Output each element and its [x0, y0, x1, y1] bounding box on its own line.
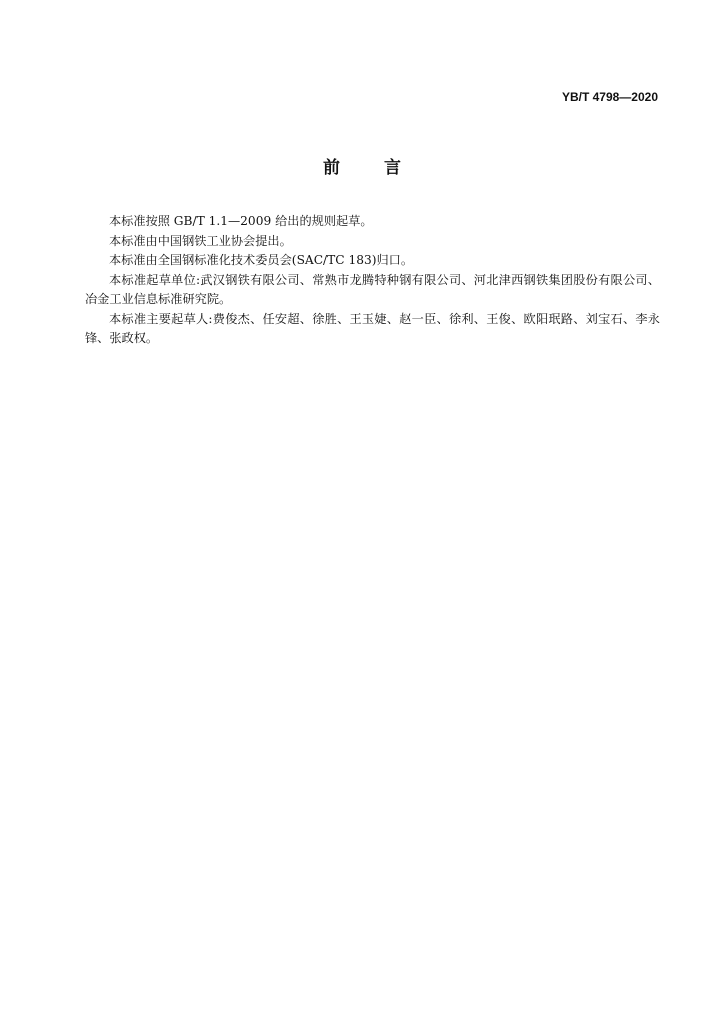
standard-code: YB/T 4798—2020: [561, 90, 658, 104]
paragraph-drafting-units: 本标准起草单位:武汉钢铁有限公司、常熟市龙腾特种钢有限公司、河北津西钢铁集团股份有限公司、冶金工业信息标准研究院。: [85, 272, 660, 306]
paragraph-drafters: 本标准主要起草人:费俊杰、任安超、徐胜、王玉婕、赵一臣、徐利、王俊、欧阳珉路、刘宝石、李永锋、张政权。: [85, 311, 660, 345]
paragraph-proposer: 本标准由中国钢铁工业协会提出。: [109, 233, 292, 248]
foreword-body: [85, 212, 660, 349]
title-char-1: 前: [323, 158, 340, 178]
title-char-2: 言: [384, 158, 401, 178]
paragraph-drafting-rules: 本标准按照 GB/T 1.1—2009 给出的规则起草。: [109, 214, 373, 228]
paragraph-administrator: 本标准由全国钢标准化技术委员会(SAC/TC 183)归口。: [109, 253, 414, 267]
page-title: [0, 153, 724, 178]
